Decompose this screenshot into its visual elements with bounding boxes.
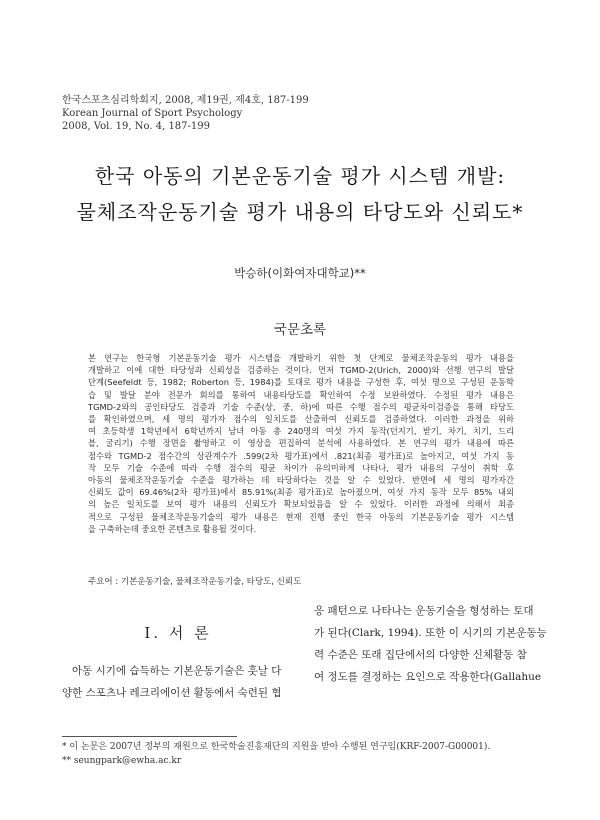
abstract-line: 본 연구는 한국형 기본운동기술 평가 시스템을 개발하기 위한 첫 단계로 물체조작운동의 평가 내용을 bbox=[88, 353, 514, 363]
footnotes bbox=[62, 740, 542, 768]
abstract-line: 단계(Seefeldt 등, 1982; Roberton 등, 1984)를 토대로 평가 내용을 구성한 후, 여섯 명으로 구성된 운동학 bbox=[88, 377, 514, 388]
body-line: 아동 시기에 습득하는 기본운동기술은 훗날 다 bbox=[72, 665, 282, 677]
body-column-right bbox=[314, 600, 552, 688]
abstract-line: 여 초등학생 1학년에서 6학년까지 남녀 아동 총 240명의 여섯 가지 동작(던지기, 받기, 차기, 치기, 드리 bbox=[88, 426, 514, 437]
journal-name-english: Korean Journal of Sport Psychology bbox=[62, 108, 243, 119]
abstract-line: 작 모두 기술 수준에 따라 수행 점수의 평균 차이가 유의미하게 나타나, 평가 내용의 구성이 취학 후 bbox=[88, 462, 514, 473]
body-line: 응 패턴으로 나타나는 운동기술을 형성하는 토대 bbox=[314, 605, 534, 617]
abstract-line: 신뢰도 값이 69.46%(2차 평가표)에서 85.91%(최종 평가표)로 높아졌으며, 여섯 가지 동작 모두 85% 내외 bbox=[88, 487, 514, 498]
abstract-line: 을 구축하는데 중요한 콘텐츠로 활용될 것이다. bbox=[88, 523, 257, 534]
footnote-divider bbox=[62, 736, 237, 737]
body-line: 력 수준은 또래 집단에서의 다양한 신체활동 참 bbox=[314, 649, 527, 661]
abstract-line: 개발하고 이에 대한 타당성과 신뢰성을 검증하는 것이다. 먼저 TGMD-2(Urich, 2000)와 선행 연구의 발달 bbox=[88, 365, 514, 376]
journal-citation-korean: 한국스포츠심리학회지, 2008, 제19권, 제4호, 187-199 bbox=[62, 95, 309, 106]
body-column-left bbox=[62, 660, 294, 704]
abstract-line: 습 및 발달 분야 전문가 회의를 통하여 내용타당도를 확인하여 수정 보완하였다. 수정된 평가 내용은 bbox=[88, 389, 514, 400]
paper-title-line-1: 한국 아동의 기본운동기술 평가 시스템 개발: bbox=[94, 164, 506, 188]
footnote-funding: * 이 논문은 2007년 정부의 재원으로 한국학술진흥재단의 지원을 받아 수행된 연구임(KRF-2007-G00001). bbox=[62, 742, 491, 752]
abstract-line: 를 확인하였으며, 세 명의 평가자 점수의 일치도를 산출하여 신뢰도를 검증하였다. 이러한 과정을 위하 bbox=[88, 414, 514, 425]
abstract-line: 아동의 물체조작운동기술 수준을 평가하는 데 타당하다는 것을 알 수 있었다. 반면에 세 명의 평가자간 bbox=[88, 475, 514, 486]
abstract-line: 블, 굴리기) 수행 장면을 촬영하고 이 영상을 편집하여 분석에 사용하였다. 본 연구의 평가 내용에 따른 bbox=[88, 438, 514, 449]
abstract-line: 점수와 TGMD-2 점수간의 상관계수가 .599(2차 평가표)에서 .821(최종 평가표)로 높아지고, 여섯 가지 동 bbox=[88, 450, 514, 461]
section-title-introduction: I. 서 론 bbox=[144, 624, 212, 642]
abstract-line: TGMD-2와의 공인타당도 검증과 기술 수준(상, 중, 하)에 따른 수행 점수의 평균차이검증을 통해 타당도 bbox=[88, 401, 514, 412]
body-line: 가 된다(Clark, 1994). 또한 이 시기의 기본운동능 bbox=[314, 627, 547, 639]
keywords: 주요어 : 기본운동기술, 물체조작운동기술, 타당도, 신뢰도 bbox=[88, 577, 302, 587]
abstract-body bbox=[88, 352, 514, 535]
paper-title bbox=[40, 158, 560, 230]
journal-header bbox=[62, 94, 542, 133]
paper-title-line-2: 물체조작운동기술 평가 내용의 타당도와 신뢰도* bbox=[76, 200, 524, 224]
author-affiliation: 박승하(이화여자대학교)** bbox=[234, 266, 366, 280]
body-line: 양한 스포츠나 레크리에이션 활동에서 숙련된 협 bbox=[62, 687, 282, 699]
abstract-line: 의 높은 일치도를 보여 평가 내용의 신뢰도가 확보되었음을 알 수 있었다. 이러한 과정에 의해서 최종 bbox=[88, 499, 514, 510]
journal-citation-english: 2008, Vol. 19, No. 4, 187-199 bbox=[62, 121, 210, 132]
body-line: 여 정도를 결정하는 요인으로 작용한다(Gallahue bbox=[314, 671, 542, 683]
abstract-line: 적으로 구성된 물체조작운동기술의 평가 내용은 현재 진행 중인 한국 아동의 기본운동기술 평가 시스템 bbox=[88, 511, 514, 522]
footnote-email: ** seungpark@ewha.ac.kr bbox=[62, 756, 182, 766]
abstract-heading: 국문초록 bbox=[273, 322, 327, 338]
